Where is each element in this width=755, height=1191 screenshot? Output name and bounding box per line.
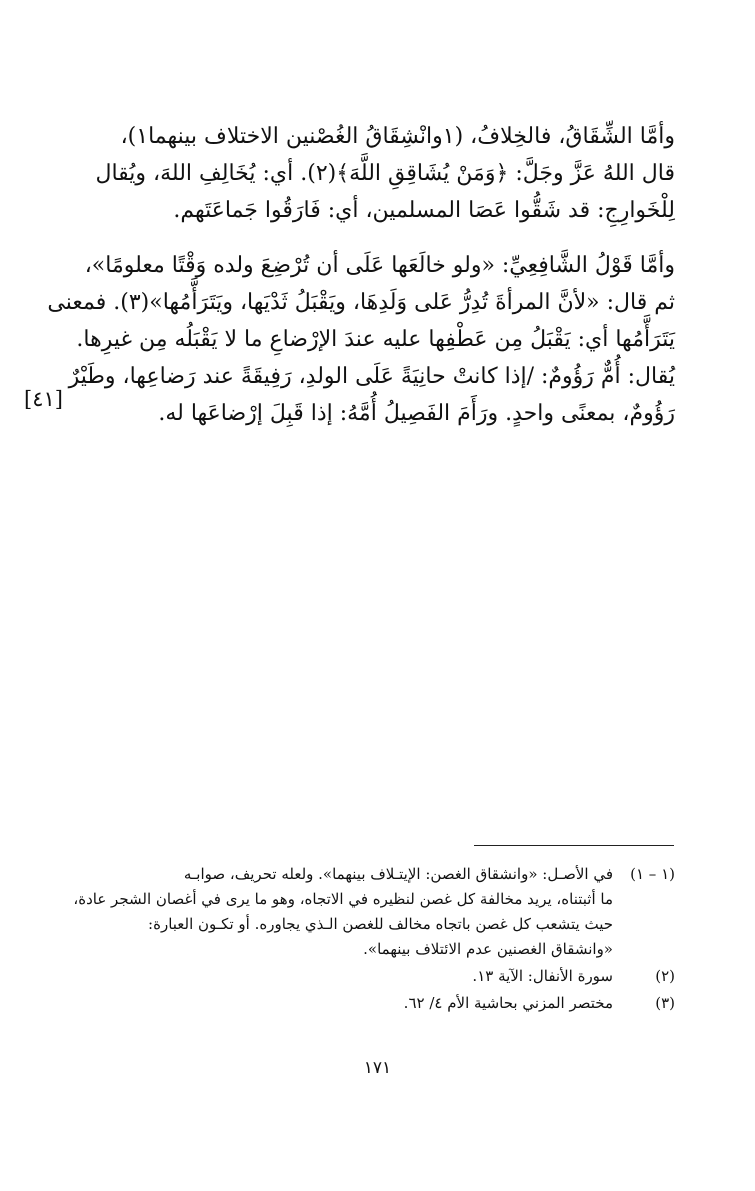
footnote-text — [130, 964, 613, 989]
footnotes — [73, 862, 675, 1018]
footnote-divider — [474, 845, 674, 846]
text-line: رَؤُومٌ، بمعنًى واحدٍ. ورَأَمَ الفَصِيلُ أُمَّهُ: إذا قَبِلَ إرْضاعَها له. — [158, 401, 675, 426]
paragraph-shafii — [47, 247, 675, 432]
footnote-text — [130, 991, 613, 1016]
footnote-text — [73, 862, 613, 962]
footnote-line: «وانشقاق الغصنين عدم الائتلاف بينهما». — [363, 940, 613, 958]
footnote-line: مختصر المزني بحاشية الأم ٤/ ٦٢. — [403, 994, 613, 1012]
manuscript-folio-ref: [٤١] — [24, 387, 63, 411]
text-line: وأمَّا قَوْلُ الشَّافِعِيِّ: «ولو خالَعَها عَلَى أن تُرْضِعَ ولده وَقْتًا معلومًا»، — [84, 253, 675, 278]
text-line: قال اللهُ عَزَّ وجَلَّ: ﴿وَمَنْ يُشَاقِقِ اللَّهَ﴾(٢). أي: يُخَالِفِ اللهَ، ويُقال — [95, 161, 675, 186]
paragraph-shiqaq — [95, 118, 675, 229]
page-number: ١٧١ — [363, 1058, 392, 1078]
text-line: ثم قال: «لأنَّ المرأةَ تُدِرُّ عَلى وَلَدِهَا، ويَقْبَلُ ثَدْيَها، ويَتَرَأَّمُها»(٣). فمعنى — [47, 290, 675, 315]
main-text — [47, 118, 675, 432]
footnote-line: ما أثبتناه، يريد مخالفة كل غصن لنظيره في الاتجاه، وهو ما يرى في أغصان الشجر عادة، — [73, 890, 613, 908]
footnote-number: (٣) — [655, 994, 675, 1012]
footnote-2 — [130, 964, 675, 989]
footnote-number: (١ – ١) — [630, 865, 675, 883]
footnote-line: سورة الأنفال: الآية ١٣. — [472, 967, 613, 985]
footnote-number: (٢) — [655, 967, 675, 985]
footnote-1 — [73, 862, 675, 962]
text-line: يَتَرَأَّمُها أي: يَقْبَلُ مِن عَطْفِها عليه عندَ الإرْضاعِ ما لا يَقْبَلُه مِن غيرِها. — [76, 327, 675, 352]
footnote-line: حيث يتشعب كل غصن باتجاه مخالف للغصن الـذي يجاوره. أو تكـون العبارة: — [148, 915, 613, 933]
footnote-3 — [130, 991, 675, 1016]
text-line: وأمَّا الشِّقَاقُ، فالخِلافُ، (١وانْشِقَاقُ الغُصْنين الاختلاف بينهما١)، — [120, 124, 675, 149]
text-line: يُقال: أُمٌّ رَؤُومٌ: /إذا كانتْ حانِيَةً عَلَى الولدِ، رَفِيقَةً عند رَضاعِها، وطَيْرٌ — [68, 364, 675, 389]
text-line: لِلْخَوارِجِ: قد شَقُّوا عَصَا المسلمين، أي: فَارَقُوا جَماعَتَهم. — [173, 198, 675, 223]
footnote-line: في الأصـل: «وانشقاق الغصن: الإيتـلاف بينهما». ولعله تحريف، صوابـه — [183, 865, 613, 883]
